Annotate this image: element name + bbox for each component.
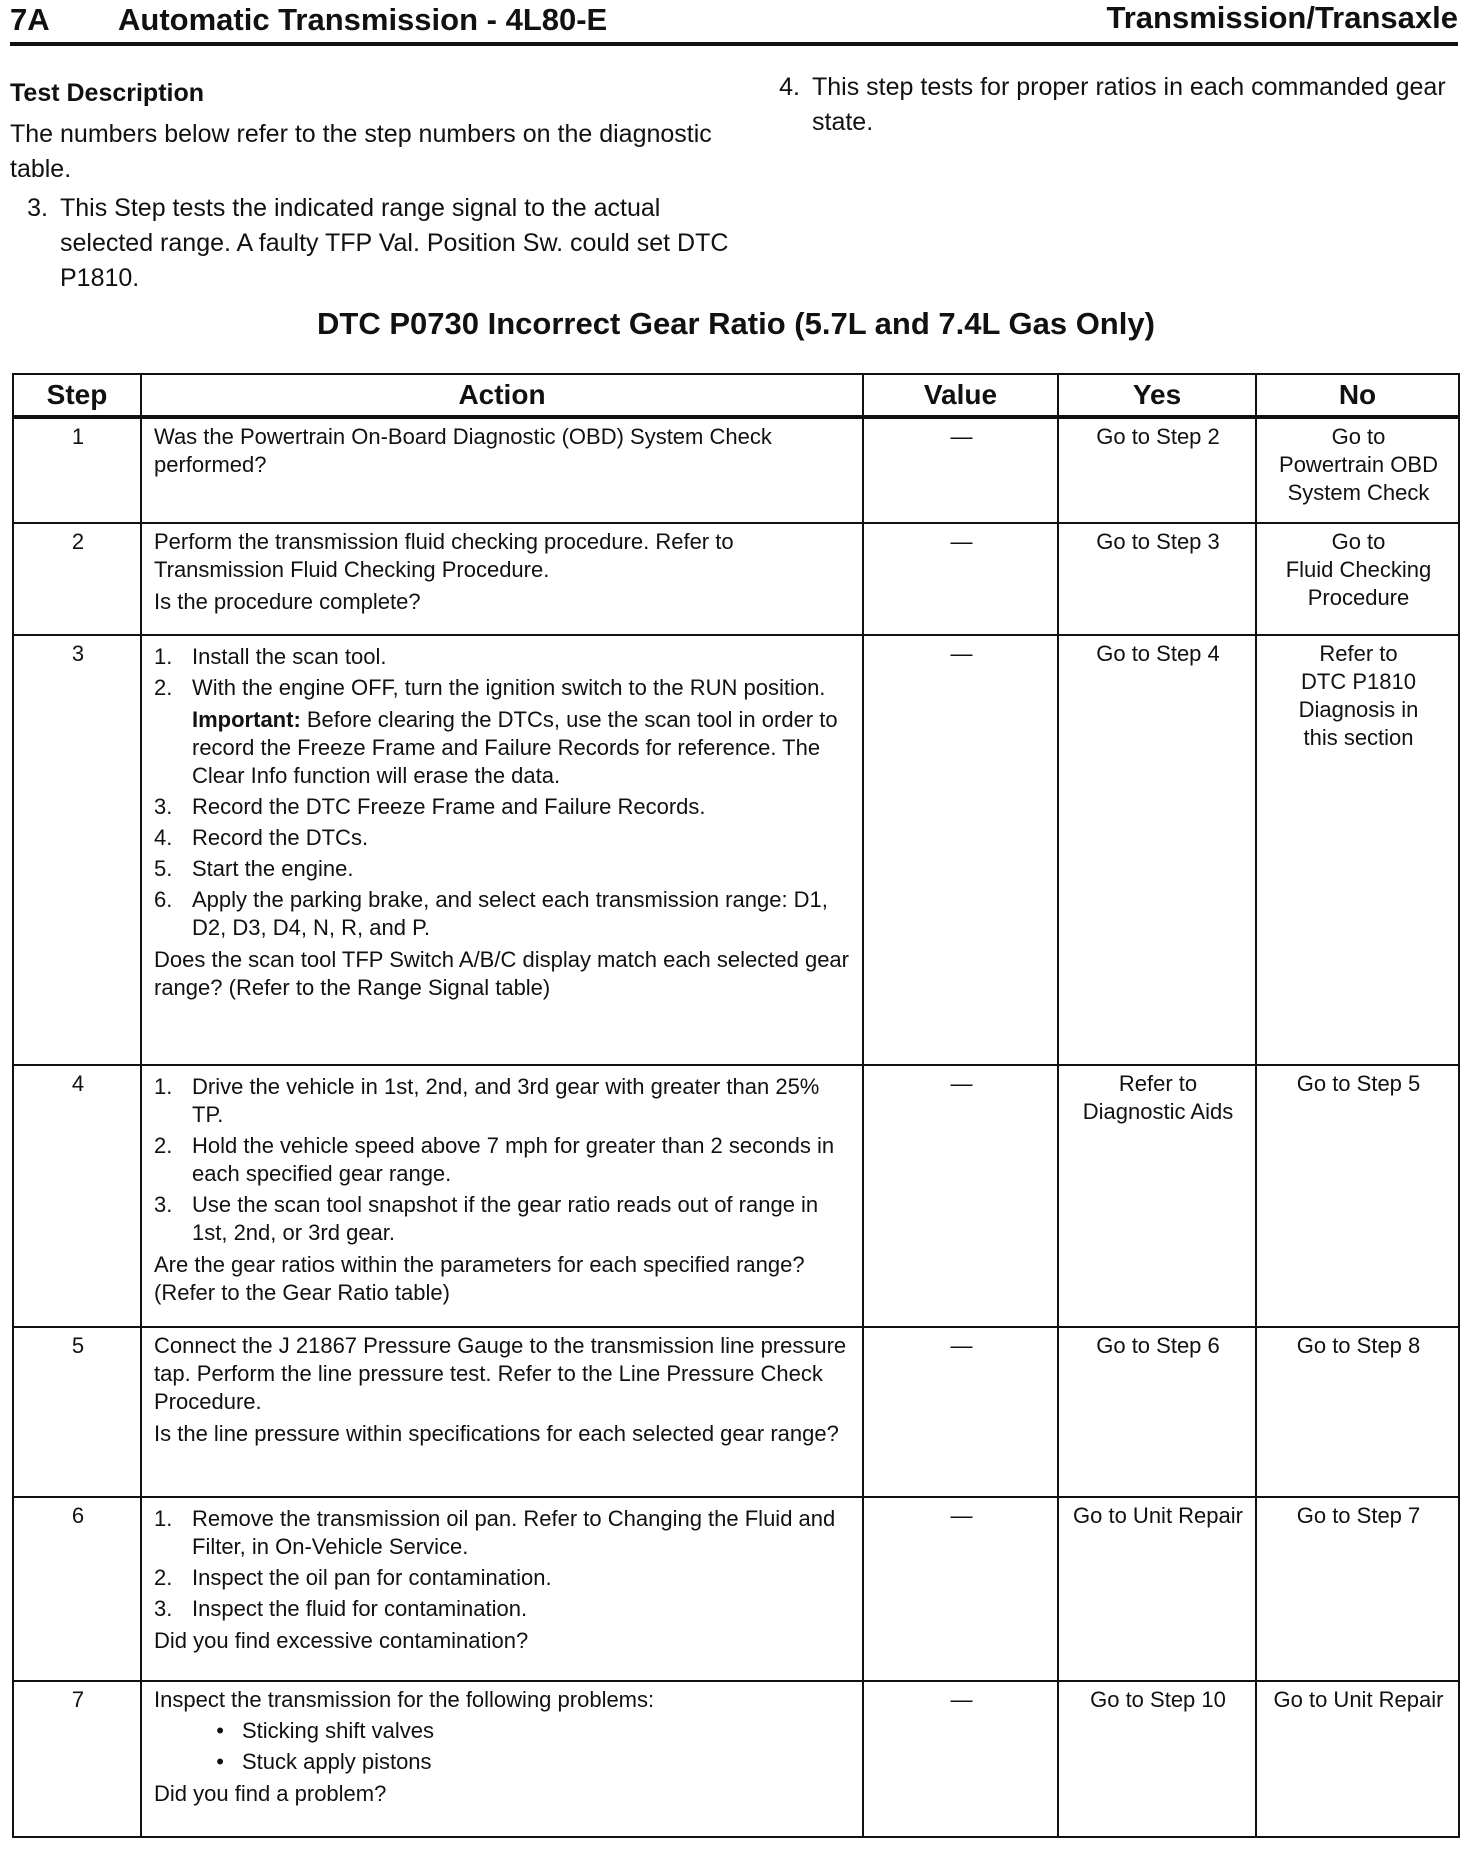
column-header-no: No xyxy=(1256,374,1459,417)
bullet-glyph: • xyxy=(216,1749,224,1774)
value-cell: — xyxy=(863,1681,1058,1837)
important-text: Before clearing the DTCs, use the scan tool in order to record the Freeze Frame and Failure Records for reference. The Clear Info function will erase the data. xyxy=(192,707,838,788)
no-cell: Go to Powertrain OBD System Check xyxy=(1256,417,1459,523)
no-cell: Go to Unit Repair xyxy=(1256,1681,1459,1837)
yes-cell: Refer to Diagnostic Aids xyxy=(1058,1065,1256,1327)
action-substep xyxy=(154,855,852,883)
yes-cell: Go to Unit Repair xyxy=(1058,1497,1256,1681)
substep-number: 2. xyxy=(154,675,173,700)
substep-number: 3. xyxy=(154,1192,173,1217)
test-description-intro: The numbers below refer to the step numbers on the diagnostic table. xyxy=(10,120,712,183)
action-substep xyxy=(154,1191,852,1247)
bullet-item xyxy=(154,1748,852,1776)
table-row xyxy=(13,635,1459,1065)
step-number: 2 xyxy=(13,523,141,635)
action-substep xyxy=(154,1595,852,1623)
yes-cell: Go to Step 3 xyxy=(1058,523,1256,635)
value-cell: — xyxy=(863,1497,1058,1681)
action-substep xyxy=(154,1073,852,1129)
section-title: Automatic Transmission - 4L80-E xyxy=(118,2,608,37)
column-header-step: Step xyxy=(13,374,141,417)
step-number: 3 xyxy=(13,635,141,1065)
action-question: Are the gear ratios within the parameters for each specified range? (Refer to the Gear Ratio table) xyxy=(154,1252,805,1305)
table-row xyxy=(13,1065,1459,1327)
no-cell: Go to Step 5 xyxy=(1256,1065,1459,1327)
table-row xyxy=(13,1327,1459,1497)
substep-text: Apply the parking brake, and select each transmission range: D1, D2, D3, D4, N, R, and P. xyxy=(192,887,828,940)
step-number: 4 xyxy=(13,1065,141,1327)
substep-number: 1. xyxy=(154,1074,173,1099)
test-description-continued xyxy=(762,70,1462,140)
yes-cell: Go to Step 4 xyxy=(1058,635,1256,1065)
action-text: Was the Powertrain On-Board Diagnostic (OBD) System Check performed? xyxy=(154,424,772,477)
substep-text: Hold the vehicle speed above 7 mph for greater than 2 seconds in each specified gear range. xyxy=(192,1133,835,1186)
substep-text: Remove the transmission oil pan. Refer to Changing the Fluid and Filter, in On-Vehicle Service. xyxy=(192,1506,836,1559)
action-question: Is the line pressure within specifications for each selected gear range? xyxy=(154,1421,839,1446)
substep-number: 4. xyxy=(154,825,173,850)
substep-number: 3. xyxy=(154,1596,173,1621)
substep-text: Drive the vehicle in 1st, 2nd, and 3rd gear with greater than 25% TP. xyxy=(192,1074,820,1127)
action-text: Inspect the transmission for the following problems: xyxy=(154,1687,655,1712)
substep-number: 1. xyxy=(154,644,173,669)
description-item-text: This Step tests the indicated range signal to the actual selected range. A faulty TFP Val. Position Sw. could set DTC P1810. xyxy=(60,194,729,292)
action-text: Perform the transmission fluid checking procedure. Refer to Transmission Fluid Checking Procedure. xyxy=(154,529,734,582)
table-row xyxy=(13,523,1459,635)
substep-number: 2. xyxy=(154,1133,173,1158)
bullet-text: Stuck apply pistons xyxy=(242,1749,432,1774)
action-substep xyxy=(154,1505,852,1561)
action-substep xyxy=(154,1132,852,1188)
step-number: 1 xyxy=(13,417,141,523)
no-cell: Refer to DTC P1810 Diagnosis in this section xyxy=(1256,635,1459,1065)
description-item-number: 3. xyxy=(27,194,48,222)
section-number: 7A xyxy=(10,2,50,37)
description-item xyxy=(10,191,730,296)
yes-cell: Go to Step 10 xyxy=(1058,1681,1256,1837)
step-number: 7 xyxy=(13,1681,141,1837)
bullet-item xyxy=(154,1717,852,1745)
substep-text: Start the engine. xyxy=(192,856,354,881)
action-substep xyxy=(154,1564,852,1592)
value-cell: — xyxy=(863,417,1058,523)
yes-cell: Go to Step 6 xyxy=(1058,1327,1256,1497)
no-cell: Go to Step 8 xyxy=(1256,1327,1459,1497)
action-substep xyxy=(154,674,852,702)
substep-number: 5. xyxy=(154,856,173,881)
substep-text: Inspect the oil pan for contamination. xyxy=(192,1565,552,1590)
description-item-text: This step tests for proper ratios in each commanded gear state. xyxy=(812,73,1446,136)
action-cell xyxy=(141,523,863,635)
substep-text: Inspect the fluid for contamination. xyxy=(192,1596,528,1621)
action-substep xyxy=(154,793,852,821)
value-cell: — xyxy=(863,635,1058,1065)
action-cell xyxy=(141,1497,863,1681)
chapter-title: Transmission/Transaxle xyxy=(1106,0,1458,35)
substep-number: 6. xyxy=(154,887,173,912)
no-cell: Go to Fluid Checking Procedure xyxy=(1256,523,1459,635)
action-question: Does the scan tool TFP Switch A/B/C display match each selected gear range? (Refer to the Range Signal table) xyxy=(154,947,849,1000)
action-cell xyxy=(141,1065,863,1327)
table-row xyxy=(13,417,1459,523)
description-item xyxy=(762,70,1462,140)
description-item-number: 4. xyxy=(779,73,800,101)
action-substep xyxy=(154,886,852,942)
action-cell xyxy=(141,417,863,523)
table-row xyxy=(13,1497,1459,1681)
action-cell xyxy=(141,635,863,1065)
action-text: Connect the J 21867 Pressure Gauge to the transmission line pressure tap. Perform the line pressure test. Refer to the Line Pressure Check Procedure. xyxy=(154,1333,847,1414)
action-cell xyxy=(141,1327,863,1497)
test-description xyxy=(10,76,730,296)
page-header xyxy=(10,0,1458,46)
value-cell: — xyxy=(863,523,1058,635)
important-label: Important: xyxy=(192,707,301,732)
substep-text: Use the scan tool snapshot if the gear ratio reads out of range in 1st, 2nd, or 3rd gear. xyxy=(192,1192,819,1245)
column-header-action: Action xyxy=(141,374,863,417)
substep-text: Install the scan tool. xyxy=(192,644,387,669)
substep-number: 2. xyxy=(154,1565,173,1590)
table-title: DTC P0730 Incorrect Gear Ratio (5.7L and 7.4L Gas Only) xyxy=(317,306,1155,341)
action-question: Did you find a problem? xyxy=(154,1781,387,1806)
action-substep xyxy=(154,824,852,852)
important-note xyxy=(154,706,852,790)
test-description-heading: Test Description xyxy=(10,79,205,107)
value-cell: — xyxy=(863,1327,1058,1497)
substep-text: Record the DTCs. xyxy=(192,825,369,850)
substep-text: With the engine OFF, turn the ignition switch to the RUN position. xyxy=(192,675,826,700)
column-header-value: Value xyxy=(863,374,1058,417)
column-header-yes: Yes xyxy=(1058,374,1256,417)
step-number: 5 xyxy=(13,1327,141,1497)
step-number: 6 xyxy=(13,1497,141,1681)
bullet-text: Sticking shift valves xyxy=(242,1718,434,1743)
substep-number: 3. xyxy=(154,794,173,819)
action-question: Did you find excessive contamination? xyxy=(154,1628,529,1653)
substep-number: 1. xyxy=(154,1506,173,1531)
yes-cell: Go to Step 2 xyxy=(1058,417,1256,523)
action-cell xyxy=(141,1681,863,1837)
action-substep xyxy=(154,643,852,671)
substep-text: Record the DTC Freeze Frame and Failure Records. xyxy=(192,794,706,819)
bullet-glyph: • xyxy=(216,1718,224,1743)
action-question: Is the procedure complete? xyxy=(154,589,421,614)
diagnostic-table xyxy=(12,373,1460,1838)
value-cell: — xyxy=(863,1065,1058,1327)
table-row xyxy=(13,1681,1459,1837)
no-cell: Go to Step 7 xyxy=(1256,1497,1459,1681)
table-header-row xyxy=(13,374,1459,417)
